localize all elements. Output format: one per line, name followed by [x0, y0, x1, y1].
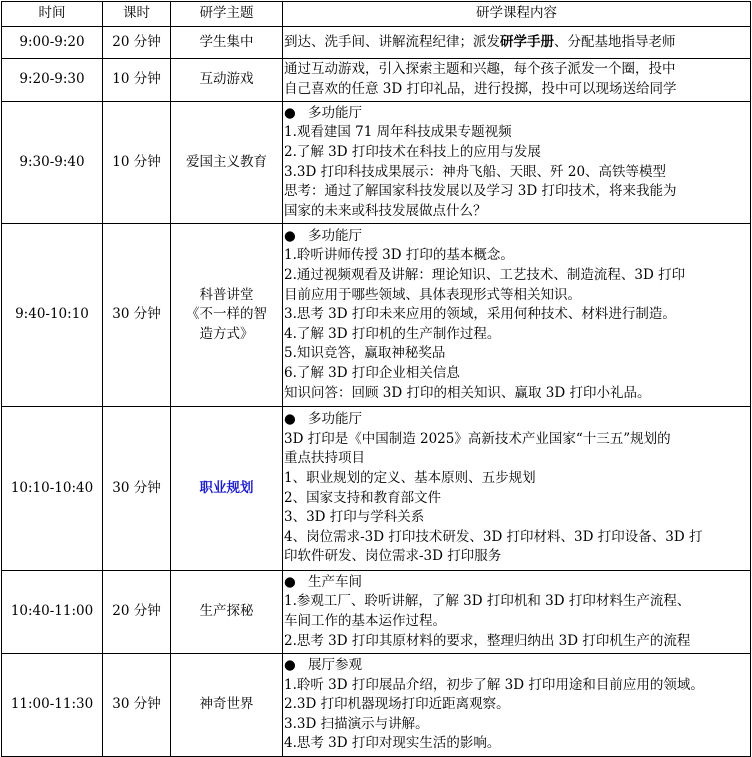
- table-row: [2, 27, 751, 59]
- content-line: 1.参观工厂、聆听讲解，了解 3D 打印机和 3D 打印材料生产流程、: [284, 593, 691, 610]
- content-text: 、分配基地指导老师: [554, 33, 676, 50]
- content-cell: [283, 59, 751, 102]
- table-row: [2, 571, 751, 654]
- header-duration: 课时: [103, 2, 171, 27]
- venue-label: 生产车间: [308, 573, 362, 590]
- header-row: [2, 2, 751, 27]
- venue-line: [284, 410, 749, 430]
- content-line: 1.观看建国 71 周年科技成果专题视频: [284, 124, 512, 141]
- bullet-icon: ●: [284, 227, 296, 244]
- time-cell: 10:10-10:40: [2, 407, 103, 571]
- topic-cell: 爱国主义教育: [171, 102, 283, 224]
- career-planning-topic: 职业规划: [199, 479, 254, 496]
- content-line: 3.3D 扫描演示与讲解。: [284, 715, 429, 732]
- content-line: 通过互动游戏，引入探索主题和兴趣，每个孩子派发一个圈，投中: [284, 61, 676, 78]
- topic-cell: 生产探秘: [171, 571, 283, 654]
- topic-cell: 神奇世界: [171, 654, 283, 757]
- content-line: 3.3D 打印科技成果展示：神舟飞船、天眼、歼 20、高铁等模型: [284, 163, 667, 180]
- bullet-icon: ●: [284, 104, 296, 121]
- venue-label: 多功能厅: [308, 411, 362, 428]
- topic-cell: [171, 407, 283, 571]
- content-line: 自己喜欢的任意 3D 打印礼品，进行投掷，投中可以现场送给同学: [284, 81, 677, 97]
- venue-label: 多功能厅: [308, 227, 362, 244]
- content-line: 印软件研发、岗位需求-3D 打印服务: [284, 548, 502, 565]
- content-line: 思考：通过了解国家科技发展以及学习 3D 打印技术，将来我能为: [284, 183, 677, 200]
- content-cell: [283, 571, 751, 654]
- content-cell: [283, 102, 751, 224]
- content-line: 2.3D 打印机器现场打印近距离观察。: [284, 696, 510, 713]
- time-cell: 9:00-9:20: [2, 27, 103, 59]
- duration-cell: 30 分钟: [103, 654, 171, 757]
- content-cell: [283, 224, 751, 407]
- header-content: 研学课程内容: [283, 2, 751, 27]
- duration-cell: 20 分钟: [103, 571, 171, 654]
- table-row: [2, 654, 751, 757]
- content-cell: [283, 654, 751, 757]
- topic-line: 造方式》: [199, 325, 254, 342]
- content-line: 知识问答：回顾 3D 打印的相关知识、赢取 3D 打印小礼品。: [284, 384, 651, 401]
- table-row: [2, 59, 751, 102]
- content-line: 2.了解 3D 打印技术在科技上的应用与发展: [284, 143, 541, 160]
- content-line: 车间工作的基本运作过程。: [284, 613, 446, 629]
- content-line: 6.了解 3D 打印企业相关信息: [284, 364, 460, 381]
- topic-cell: 互动游戏: [171, 59, 283, 102]
- content-line: 2.思考 3D 打印其原材料的要求，整理归纳出 3D 打印机生产的流程: [284, 632, 691, 649]
- bullet-icon: ●: [284, 657, 296, 674]
- duration-cell: 10 分钟: [103, 102, 171, 224]
- venue-line: [284, 573, 749, 593]
- time-cell: 11:00-11:30: [2, 654, 103, 757]
- content-line: 1.聆听讲师传授 3D 打印的基本概念。: [284, 247, 514, 264]
- content-line: 3D 打印是《中国制造 2025》高新技术产业国家“十三五”规划的: [284, 430, 671, 447]
- content-line: 4.了解 3D 打印机的生产制作过程。: [284, 325, 501, 342]
- time-cell: 9:20-9:30: [2, 59, 103, 102]
- content-line: 4、岗位需求-3D 打印技术研发、3D 打印材料、3D 打印设备、3D 打: [284, 528, 703, 545]
- topic-line: 《不一样的智: [186, 306, 267, 323]
- time-cell: 9:40-10:10: [2, 224, 103, 407]
- content-line: 3.思考 3D 打印未来应用的领域，采用何种技术、材料进行制造。: [284, 306, 676, 323]
- table-row: [2, 102, 751, 224]
- content-line: 国家的未来或科技发展做点什么？: [284, 202, 487, 219]
- content-line: 2、国家支持和教育部文件: [284, 489, 442, 506]
- topic-line: 科普讲堂: [199, 286, 254, 303]
- bullet-icon: ●: [284, 573, 296, 590]
- duration-cell: 20 分钟: [103, 27, 171, 59]
- venue-label: 多功能厅: [308, 104, 362, 121]
- time-cell: 9:30-9:40: [2, 102, 103, 224]
- venue-label: 展厅参观: [308, 657, 362, 674]
- content-line: 4.思考 3D 打印对现实生活的影响。: [284, 735, 501, 752]
- header-time: 时间: [2, 2, 103, 27]
- header-topic: 研学主题: [171, 2, 283, 27]
- content-line: 目前应用于哪些领域、具体表现形式等相关知识。: [284, 286, 581, 303]
- venue-line: [284, 656, 749, 676]
- content-line: 重点扶持项目: [284, 450, 365, 467]
- content-line: 2.通过视频观看及讲解：理论知识、工艺技术、制造流程、3D 打印: [284, 267, 686, 284]
- content-line: 5.知识竞答，赢取神秘奖品: [284, 345, 446, 362]
- course-schedule-table: [1, 1, 751, 757]
- duration-cell: 10 分钟: [103, 59, 171, 102]
- content-cell: [283, 27, 751, 59]
- content-line: 1、职业规划的定义、基本原则、五步规划: [284, 469, 536, 486]
- duration-cell: 30 分钟: [103, 224, 171, 407]
- content-line: 3、3D 打印与学科关系: [284, 509, 425, 526]
- duration-cell: 30 分钟: [103, 407, 171, 571]
- table-row: [2, 224, 751, 407]
- content-cell: [283, 407, 751, 571]
- topic-cell: [171, 224, 283, 407]
- venue-line: [284, 227, 749, 247]
- content-line: 1.聆听 3D 打印展品介绍，初步了解 3D 打印用途和目前应用的领域。: [284, 676, 704, 693]
- topic-cell: 学生集中: [171, 27, 283, 59]
- content-text: 到达、洗手间、讲解流程纪律；派发: [284, 33, 500, 50]
- bullet-icon: ●: [284, 411, 296, 428]
- venue-line: [284, 104, 749, 124]
- research-handbook-text: 研学手册: [500, 33, 554, 50]
- table-row: [2, 407, 751, 571]
- time-cell: 10:40-11:00: [2, 571, 103, 654]
